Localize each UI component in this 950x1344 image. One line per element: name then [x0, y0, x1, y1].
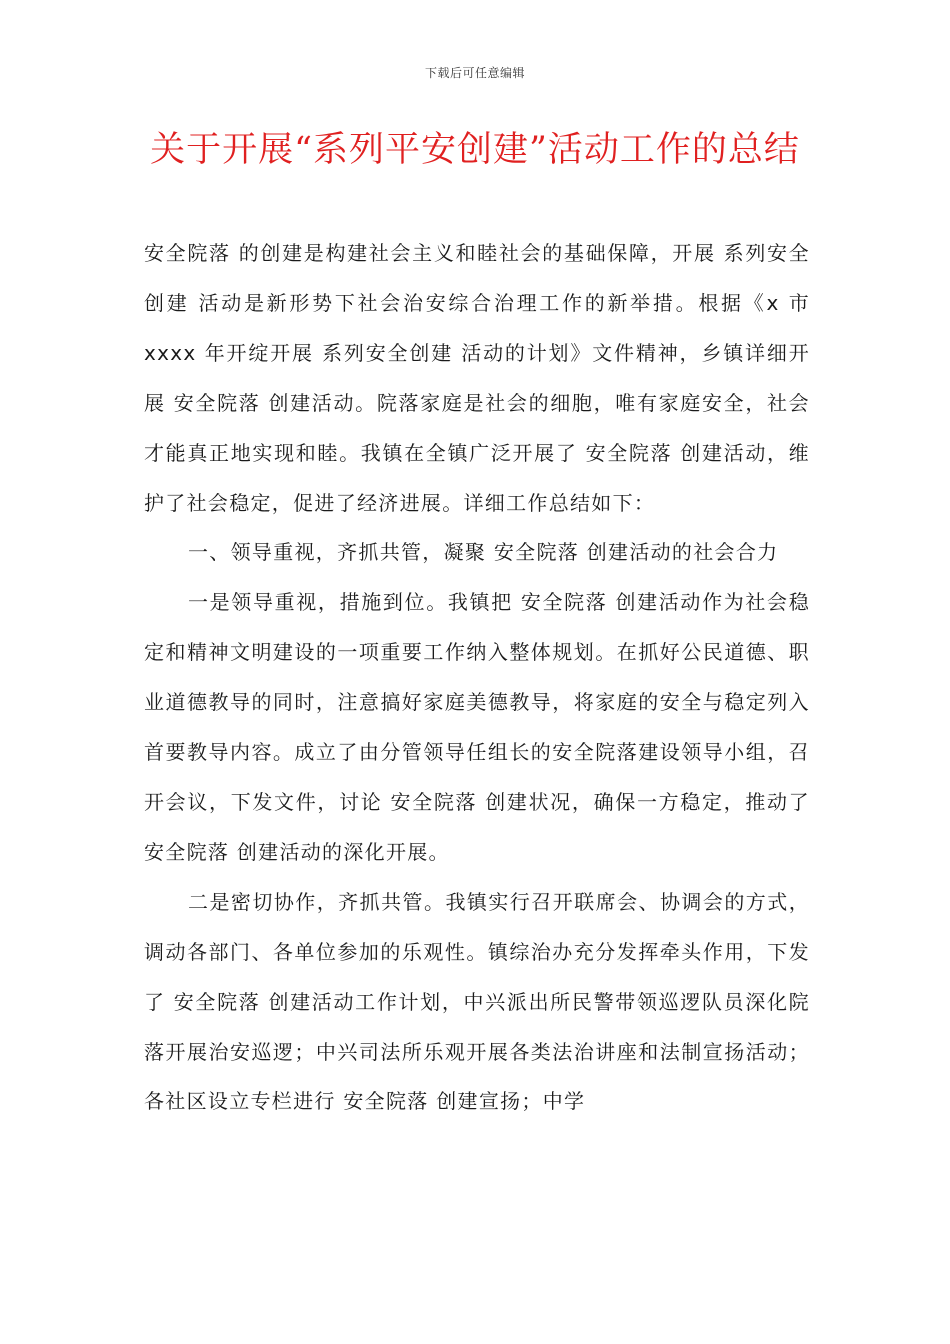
document-title: 关于开展“系列平安创建”活动工作的总结 — [150, 130, 800, 170]
document-body — [144, 229, 810, 1127]
paragraph-point-two: 二是密切协作，齐抓共管。我镇实行召开联席会、协调会的方式，调动各部门、各单位参加的乐观性。镇综治办充分发挥牵头作用，下发了 安全院落 创建活动工作计划，中兴派出所民警带领巡逻队员深化院落开展治安巡逻；中兴司法所乐观开展各类法治讲座和法制宣扬活动；各社区设立专栏进行 安全院落 创建宣扬；中学 — [144, 889, 810, 1114]
paragraph-section-heading: 一、领导重视，齐抓共管，凝聚 安全院落 创建活动的社会合力 — [188, 540, 779, 565]
paragraph-point-one: 一是领导重视，措施到位。我镇把 安全院落 创建活动作为社会稳定和精神文明建设的一项重要工作纳入整体规划。在抓好公民道德、职业道德教导的同时，注意搞好家庭美德教导，将家庭的安全与稳定列入首要教导内容。成立了由分管领导任组长的安全院落建设领导小组，召开会议，下发文件，讨论 安全院落 创建状况，确保一方稳定，推动了 安全院落 创建活动的深化开展。 — [144, 590, 810, 864]
header-note: 下载后可任意编辑 — [424, 66, 525, 80]
paragraph-intro: 安全院落 的创建是构建社会主义和睦社会的基础保障，开展 系列安全创建 活动是新形势下社会治安综合治理工作的新举措。根据《x 市 xxxx 年开绽开展 系列安全创建 活动的计划》文件精神，乡镇详细开展 安全院落 创建活动。院落家庭是社会的细胞，唯有家庭安全，社会才能真正地实现和睦。我镇在全镇广泛开展了 安全院落 创建活动，维护了社会稳定，促进了经济进展。详细工作总结如下： — [144, 241, 810, 515]
